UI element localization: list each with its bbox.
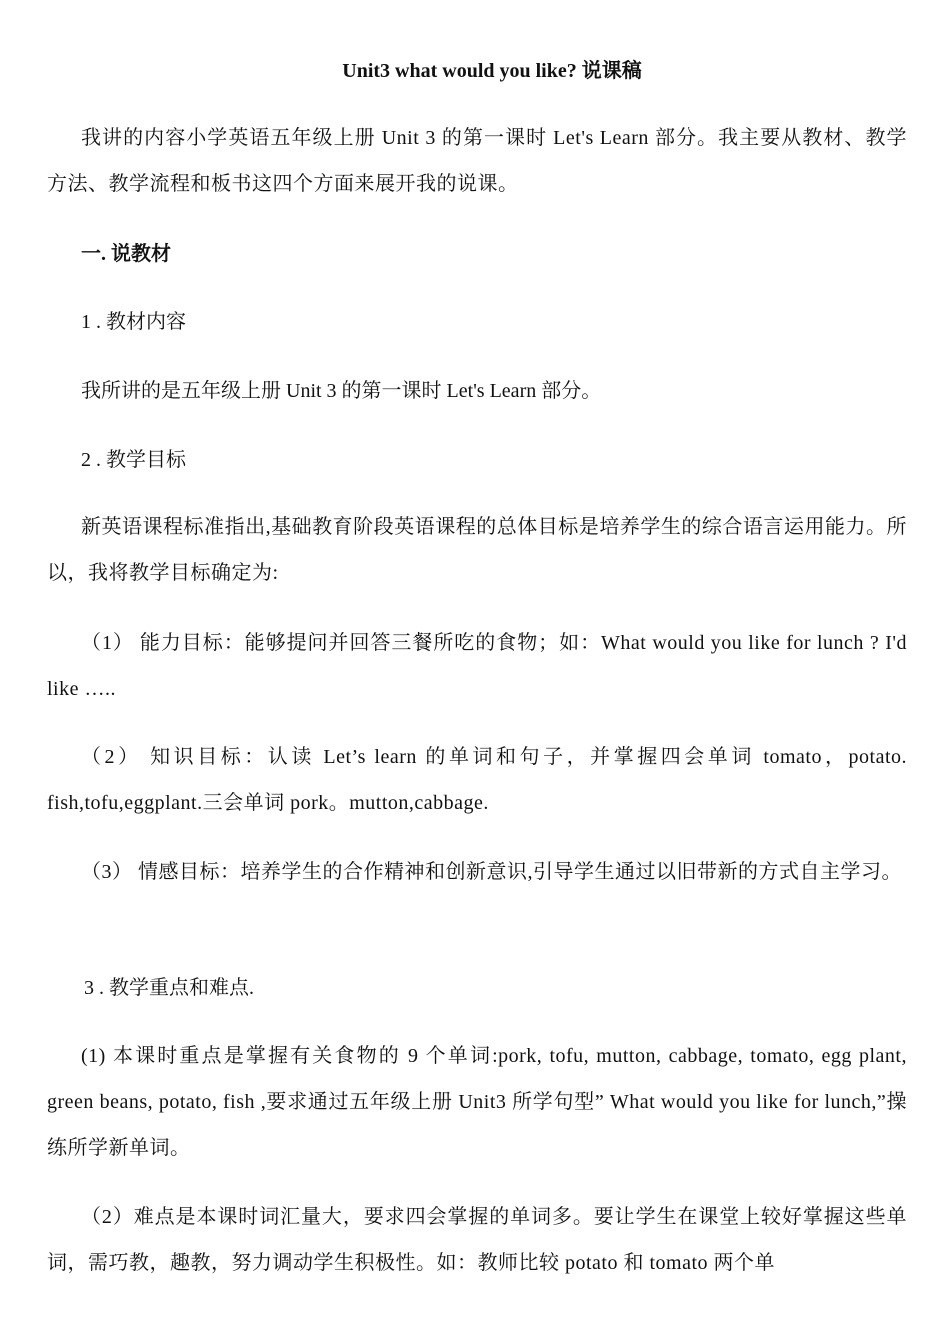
- subheading-content: 1 . 教材内容: [81, 311, 186, 333]
- document-title: Unit3 what would you like? 说课稿: [342, 60, 642, 82]
- intro-paragraph: 我讲的内容小学英语五年级上册 Unit 3 的第一课时 Let's Learn 部分。我主要从教材、教学方法、教学流程和板书这四个方面来展开我的说课。: [47, 127, 907, 195]
- ability-goal: （1） 能力目标：能够提问并回答三餐所吃的食物；如：What would you like for lunch ? I'd like …..: [47, 632, 907, 700]
- objectives-paragraph: 新英语课程标准指出,基础教育阶段英语课程的总体目标是培养学生的综合语言运用能力。所以，我将教学目标确定为:: [47, 516, 907, 584]
- section-heading-textbook: 一. 说教材: [81, 243, 171, 265]
- subheading-keypoints: 3 . 教学重点和难点.: [84, 977, 254, 999]
- emotion-goal: （3） 情感目标：培养学生的合作精神和创新意识,引导学生通过以旧带新的方式自主学习。: [81, 861, 902, 883]
- subheading-objectives: 2 . 教学目标: [81, 449, 186, 471]
- knowledge-goal: （2） 知识目标：认读 Let’s learn 的单词和句子，并掌握四会单词 tomato，potato. fish,tofu,eggplant.三会单词 pork。mutton,cabbage.: [47, 746, 907, 814]
- difficulty-paragraph: （2）难点是本课时词汇量大，要求四会掌握的单词多。要让学生在课堂上较好掌握这些单词，需巧教，趣教，努力调动学生积极性。如：教师比较 potato 和 tomato 两个单: [47, 1206, 907, 1274]
- content-paragraph: 我所讲的是五年级上册 Unit 3 的第一课时 Let's Learn 部分。: [81, 380, 602, 402]
- keypoint-paragraph: (1) 本课时重点是掌握有关食物的 9 个单词:pork, tofu, mutton, cabbage, tomato, egg plant, green beans, potato, fish ,要求通过五年级上册 Unit3 所学句型” What would you like for lunch,”操练所学新单词。: [47, 1045, 907, 1159]
